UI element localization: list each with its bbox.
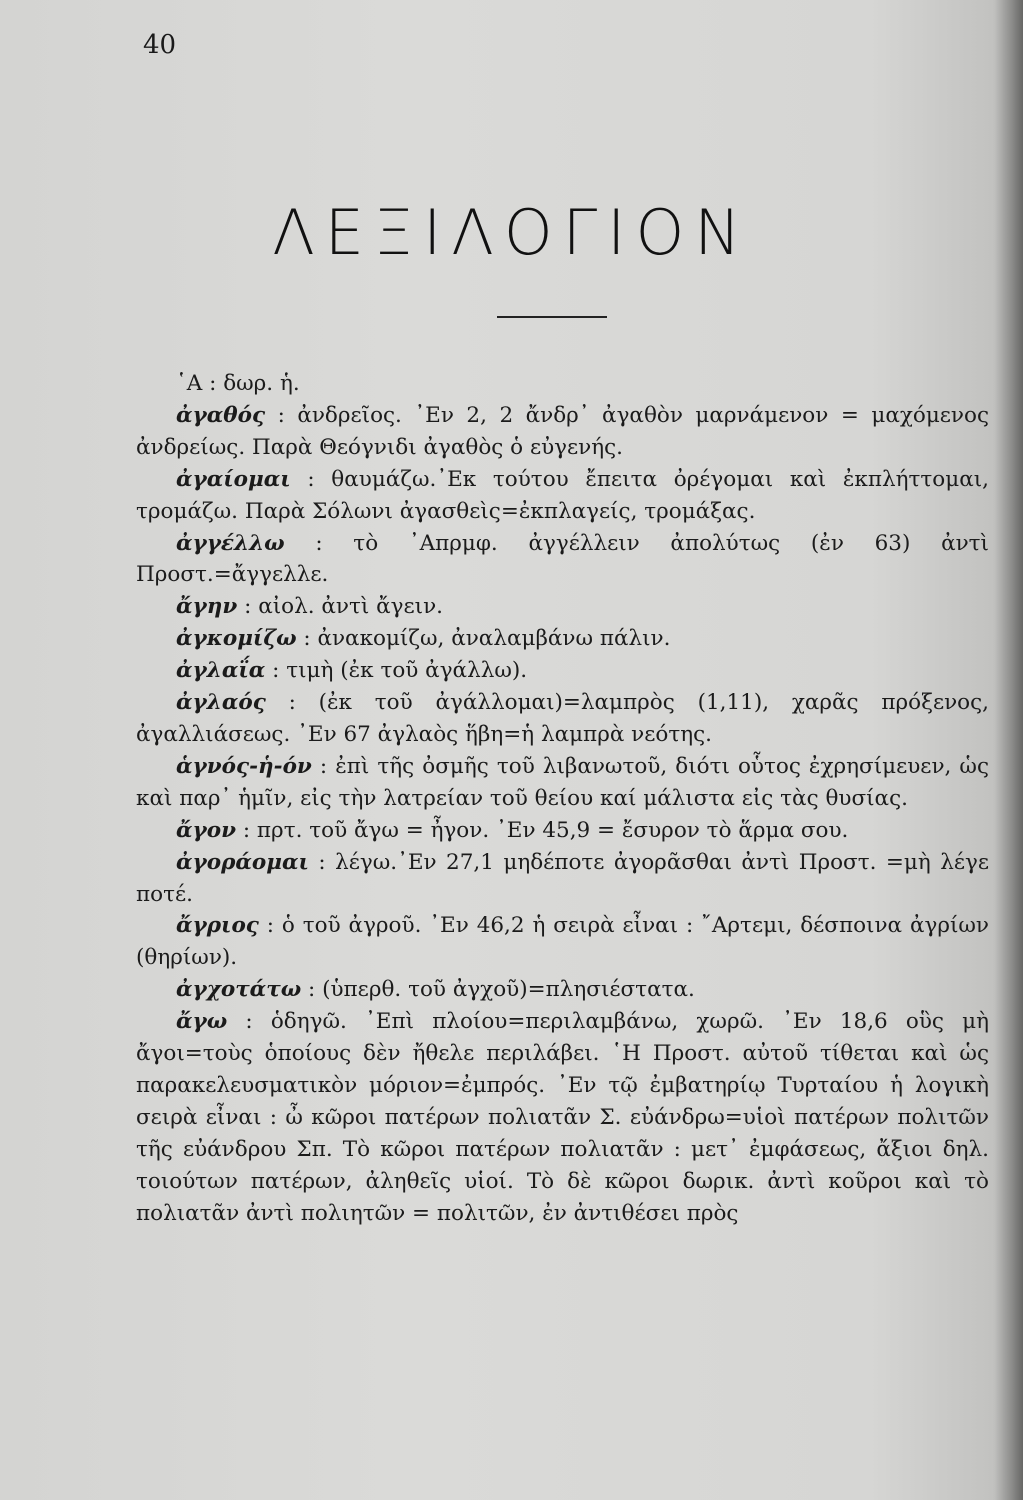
entry-text: : ἀνδρεῖος. ᾿Εν 2, 2 ἄνδρ᾿ ἀγαθὸν μαρνάμενον = μαχόμενος ἀνδρείως. Παρὰ Θεόγνιδι ἀγαθὸς ὁ εὐγενής. [136, 402, 989, 460]
glossary-entry [136, 623, 989, 655]
entry-headword: ἀγκομίζω [176, 626, 297, 652]
entry-headword: ἄγον [176, 817, 236, 843]
page-number: 40 [143, 30, 177, 60]
entry-headword: ἀγοράομαι [176, 849, 309, 875]
glossary-entry [136, 687, 989, 751]
entry-headword: ἄγω [176, 1009, 228, 1035]
entry-text: : (ὑπερθ. τοῦ ἀγχοῦ)=πλησιέστατα. [308, 977, 695, 1003]
entry-text: : ἀνακομίζω, ἀναλαμβάνω πάλιν. [303, 626, 671, 652]
entry-headword: ἀγαίομαι [176, 466, 291, 492]
entry-text: : τὸ ᾿Απρμφ. ἀγγέλλειν ἀπολύτως (ἐν 63) ἀντὶ Προστ.=ἄγγελλε. [136, 530, 989, 588]
glossary-entry [136, 528, 989, 592]
entry-headword: ἄγην [176, 594, 238, 620]
entry-headword: ἀγγέλλω [176, 530, 285, 556]
glossary-entry [136, 400, 989, 464]
entry-text: : (ἐκ τοῦ ἀγάλλομαι)=λαμπρὸς (1,11), χαρᾶς πρόξενος, ἀγαλλιάσεως. ᾿Εν 67 ἀγλαὸς ἥβη=ἡ λαμπρὰ νεότης. [136, 690, 989, 747]
glossary-entry [136, 847, 989, 911]
entry-headword: ἁγνός-ἡ-όν [176, 753, 312, 779]
entry-text: : ἐπὶ τῆς ὀσμῆς τοῦ λιβανωτοῦ, διότι οὗτος ἐχρησίμευεν, ὡς καὶ παρ᾿ ἡμῖν, εἰς τὴν λατρείαν τοῦ θείου καί μάλιστα εἰς τὰς θυσίας. [136, 753, 989, 811]
entry-text: : ὁ τοῦ ἀγροῦ. ᾿Εν 46,2 ἡ σειρὰ εἶναι : ῎Αρτεμι, δέσποινα ἀγρίων (θηρίων). [136, 913, 990, 971]
entry-headword: ἀγαθός [176, 402, 266, 428]
entry-text: ῾Α : δωρ. ἡ. [176, 371, 300, 396]
entry-headword: ἀγλαός [176, 690, 266, 716]
entry-text: : πρτ. τοῦ ἄγω = ἦγον. ᾿Εν 45,9 = ἔσυρον τὸ ἅρμα σου. [242, 817, 849, 843]
glossary-entry [136, 655, 989, 687]
glossary-entry [136, 815, 989, 847]
entry-text: : ὁδηγῶ. ᾿Επὶ πλοίου=περιλαμβάνω, χωρῶ. ᾿Εν 18,6 οὓς μὴ ἄγοι=τοὺς ὁποίους δὲν ἤθελε περιλάβει. ῾Η Προστ. αὐτοῦ τίθεται καὶ ὡς παρακελευσματικὸν μόριον=ἐμπρός. ᾿Εν τῷ ἐμβατηρίῳ Τυρταίου ἡ λογικὴ σειρὰ εἶναι : ὦ κῶροι πατέρων πολιατᾶν Σ. εὐάνδρω=υἱοὶ πατέρων πολιτῶν τῆς εὐάνδρου Σπ. Τὸ κῶροι πατέρων πολιατᾶν : μετ᾿ ἐμφάσεως, ἄξιοι δηλ. τοιούτων πατέρων, ἀληθεῖς υἱοί. Τὸ δὲ κῶροι δωρικ. ἀντὶ κοῦροι καὶ τὸ πολιατᾶν ἀντὶ πολιητῶν = πολιτῶν, ἐν ἀντιθέσει πρὸς [136, 1009, 989, 1226]
glossary-body [136, 368, 989, 1229]
glossary-entry [136, 1006, 989, 1229]
glossary-entry [136, 591, 989, 623]
entry-text: : αἰολ. ἀντὶ ἄγειν. [244, 594, 443, 620]
entry-headword: ἀγχοτάτω [176, 977, 302, 1003]
entry-text: : θαυμάζω.᾿Εκ τούτου ἔπειτα ὀρέγομαι καὶ ἐκπλήττομαι, τρομάζω. Παρὰ Σόλωνι ἀγασθεὶς=ἐκπλαγείς, τρομάξας. [136, 466, 989, 524]
glossary-entry [136, 464, 989, 528]
glossary-entry [136, 910, 989, 974]
glossary-entry [136, 974, 989, 1006]
entry-headword: ἀγλαΐα [176, 658, 266, 684]
glossary-entry [136, 368, 989, 400]
entry-text: : τιμὴ (ἐκ τοῦ ἀγάλλω). [272, 658, 528, 684]
title-rule [497, 316, 607, 318]
page-title: ΛΕΞΙΛΟΓΙΟΝ [272, 196, 751, 269]
glossary-entry [136, 751, 989, 815]
entry-text: : λέγω.᾿Εν 27,1 μηδέποτε ἀγορᾶσθαι ἀντὶ Προστ. =μὴ λέγε ποτέ. [136, 849, 989, 907]
entry-headword: ἄγριος [176, 913, 259, 939]
